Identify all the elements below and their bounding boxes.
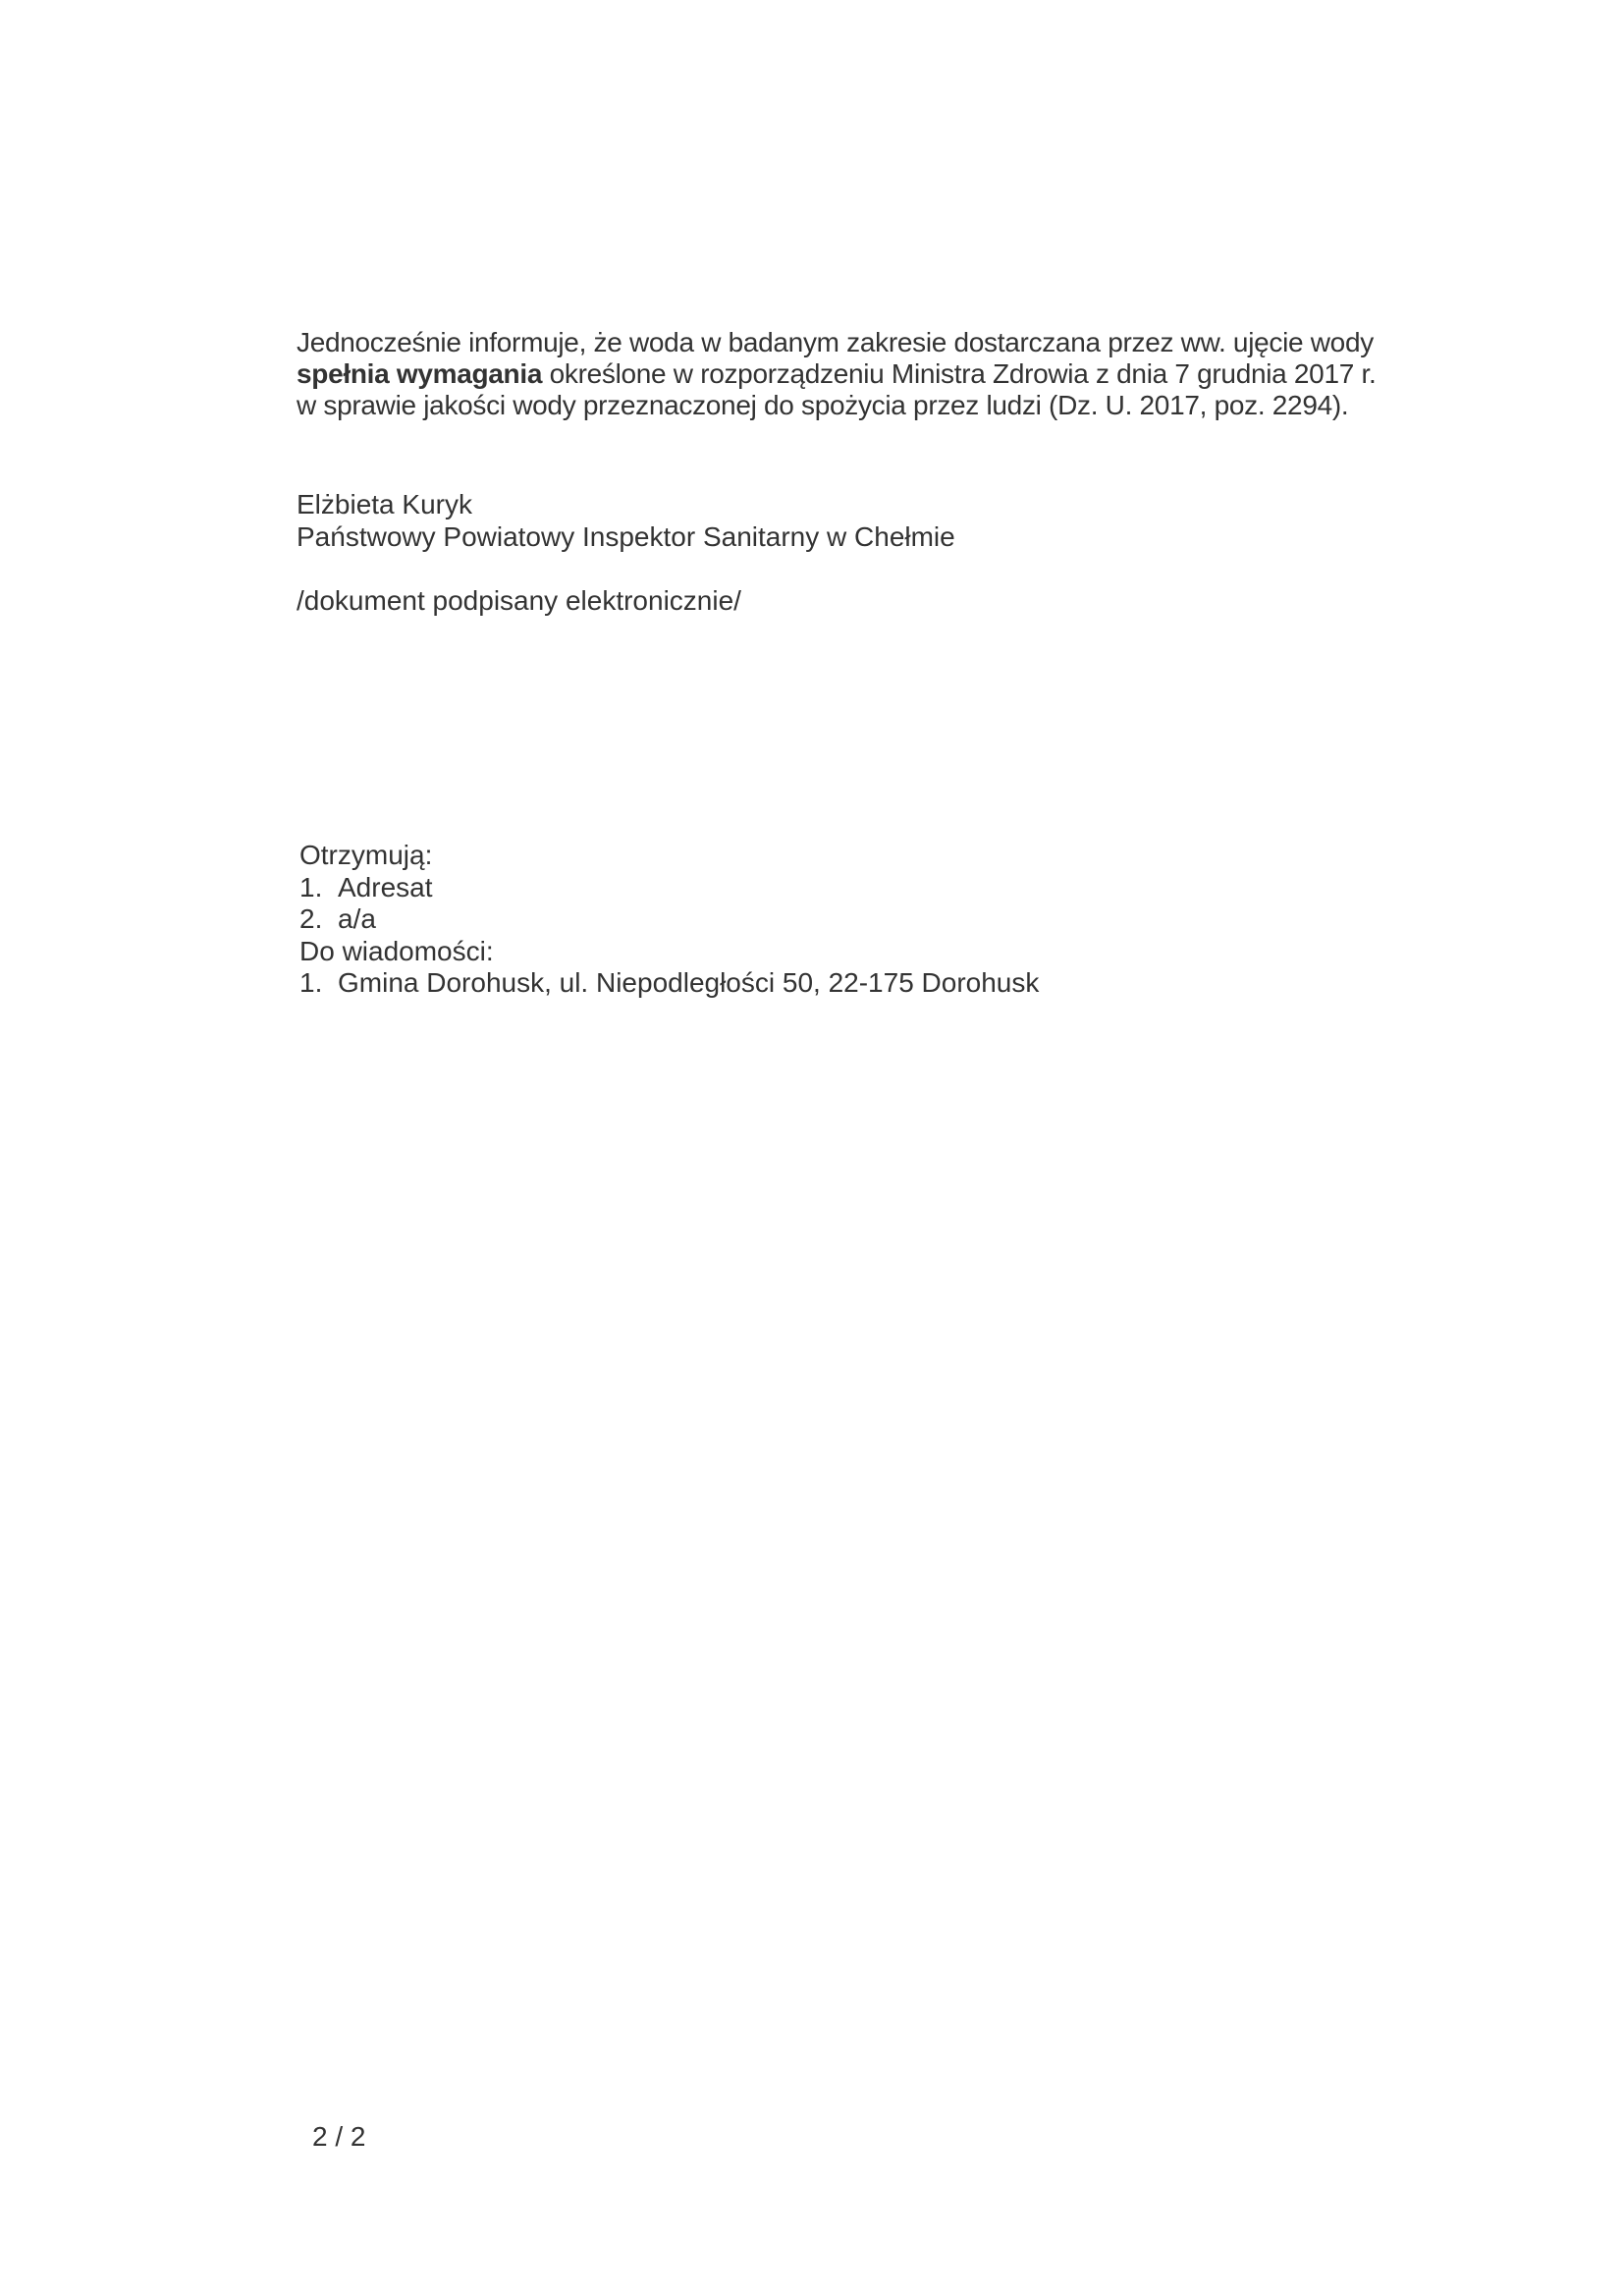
cc-heading: Do wiadomości: xyxy=(299,935,494,966)
electronic-signature-note: /dokument podpisany elektronicznie/ xyxy=(297,585,741,616)
list-item-number: 1. xyxy=(299,871,323,902)
signature-block xyxy=(297,488,955,553)
conclusion-paragraph xyxy=(297,327,1377,421)
page-number: 2 / 2 xyxy=(312,2121,366,2152)
list-item-text: Adresat xyxy=(338,871,433,902)
paragraph-bold-phrase: spełnia wymagania xyxy=(297,358,543,389)
list-item xyxy=(299,967,1039,1000)
list-item xyxy=(299,872,1039,904)
paragraph-line-2-rest: określone w rozporządzeniu Ministra Zdrowia z dnia 7 grudnia 2017 r. xyxy=(542,358,1377,389)
list-item-number: 2. xyxy=(299,903,323,934)
list-item-text: a/a xyxy=(338,903,376,934)
paragraph-line-2 xyxy=(297,358,1377,390)
paragraph-line-3: w sprawie jakości wody przeznaczonej do spożycia przez ludzi (Dz. U. 2017, poz. 2294). xyxy=(297,390,1349,420)
list-item-text: Gmina Dorohusk, ul. Niepodległości 50, 22-175 Dorohusk xyxy=(338,967,1040,998)
list-item xyxy=(299,903,1039,936)
paragraph-line-1: Jednocześnie informuje, że woda w badanym zakresie dostarczana przez ww. ujęcie wody xyxy=(297,327,1374,357)
recipients-block xyxy=(299,840,1039,1000)
signatory-name: Elżbieta Kuryk xyxy=(297,489,472,519)
recipients-heading: Otrzymują: xyxy=(299,840,433,870)
signatory-title: Państwowy Powiatowy Inspektor Sanitarny w Chełmie xyxy=(297,521,955,552)
list-item-number: 1. xyxy=(299,967,323,998)
